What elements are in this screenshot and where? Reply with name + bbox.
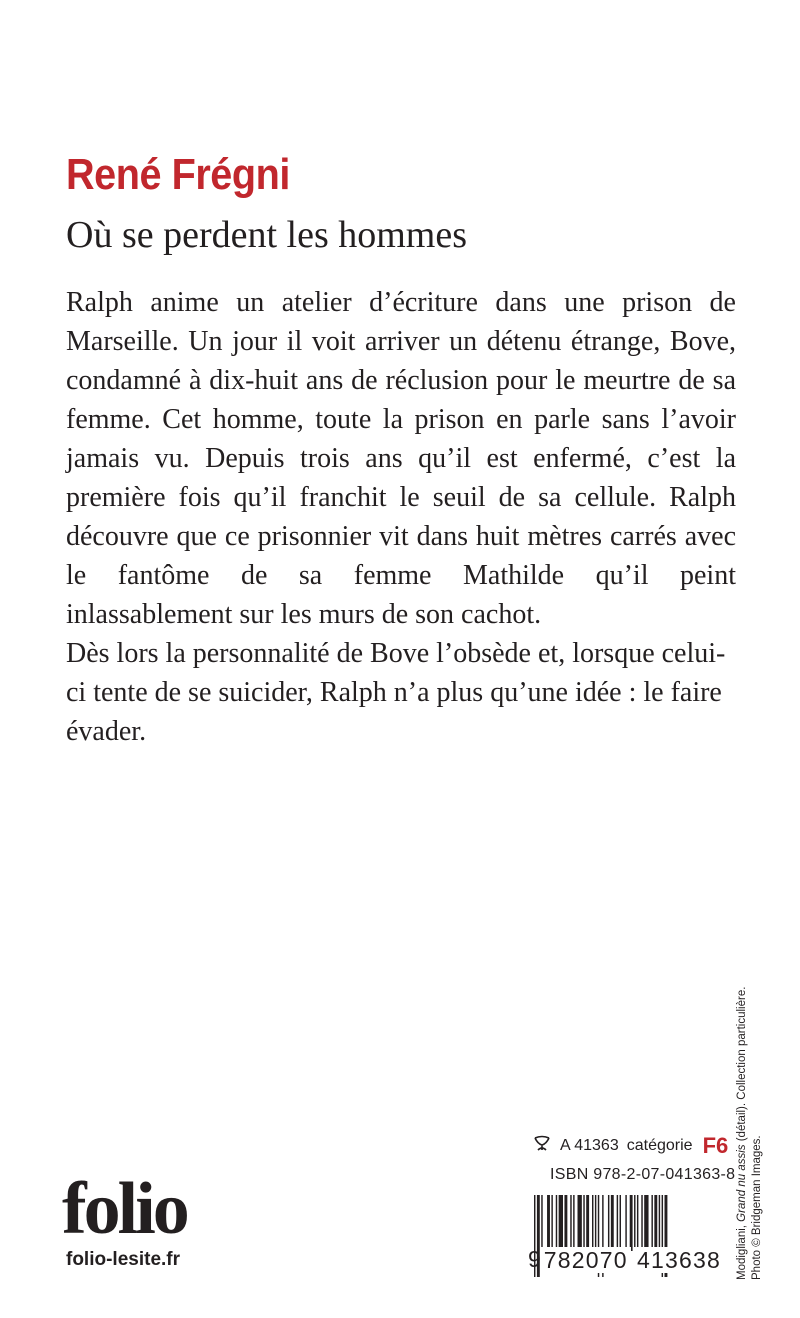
catalog-code: A 41363 [560,1137,619,1154]
barcode-bar [611,1195,614,1251]
category-label: catégorie [626,1137,693,1154]
barcode-bar [651,1195,652,1251]
barcode-bar [641,1195,642,1251]
isbn: ISBN 978-2-07-041363-8 [550,1166,736,1183]
barcode-bar [608,1195,609,1251]
barcode-bar [564,1195,567,1251]
blurb-paragraph-2: Dès lors la personnalité de Bove l’obsède et, lorsque celui-ci tente de se suicider, Ralph n’a plus qu’une idée : le faire évader. [66,638,726,747]
barcode-bar [620,1195,621,1251]
barcode-bar [551,1195,552,1251]
barcode-group-1: 782070 [541,1247,631,1273]
author-name: René Frégni [66,150,290,199]
barcode-bar [592,1195,593,1251]
barcode-bar [541,1195,542,1251]
barcode-bar [625,1195,626,1251]
barcode-bar [654,1195,657,1251]
barcode-bar [634,1195,635,1251]
barcode-bar [556,1195,557,1251]
category-code: F6 [702,1133,729,1158]
barcode-bar [570,1195,571,1251]
credit-line2: Photo © Bridgeman Images. [751,1135,763,1280]
barcode-bar [659,1195,660,1251]
credit-line1-suffix: (détail). Collection particulière. [736,986,748,1145]
barcode-bar [644,1195,648,1251]
barcode-group-2: 413638 [634,1247,724,1273]
blurb-paragraph-1: Ralph anime un atelier d’écriture dans une prison de Marseille. Un jour il voit arriver un détenu étrange, Bove, condamné à dix-huit ans de réclusion pour le meurtre de sa femme. Cet homme, toute la prison en parle sans l’avoir jamais vu. Depuis trois ans qu’il est enfermé, c’est la première fois qu’il franchit le seuil de sa cellule. Ralph découvre que ce prisonnier vit dans huit mètres carrés avec le fantôme de sa femme Mathilde qu’il peint inlassablement sur les murs de son cachot. [66,287,736,630]
credit-artwork-title: Grand nu assis [736,1144,748,1222]
barcode-bar [617,1195,618,1251]
barcode-bar [547,1195,550,1251]
catalog-line [532,1133,728,1159]
credit-line1-prefix: Modigliani, [736,1221,748,1280]
photo-credit [735,950,767,1280]
barcode-bar [586,1195,589,1251]
barcode-bar [578,1195,582,1251]
barcode-bar [583,1195,584,1251]
barcode-bar [559,1195,563,1251]
barcode-digits [528,1246,724,1273]
gallimard-logo-icon [532,1134,552,1159]
book-title: Où se perdent les hommes [66,214,468,256]
barcode-bar [595,1195,596,1251]
barcode-first-digit: 9 [528,1246,541,1272]
folio-logo: folio [62,1168,187,1250]
back-cover-blurb [66,283,736,751]
barcode-bar [573,1195,574,1251]
publisher-website: folio-lesite.fr [66,1249,181,1270]
barcode-bar [630,1195,633,1251]
barcode-bar [637,1195,638,1251]
